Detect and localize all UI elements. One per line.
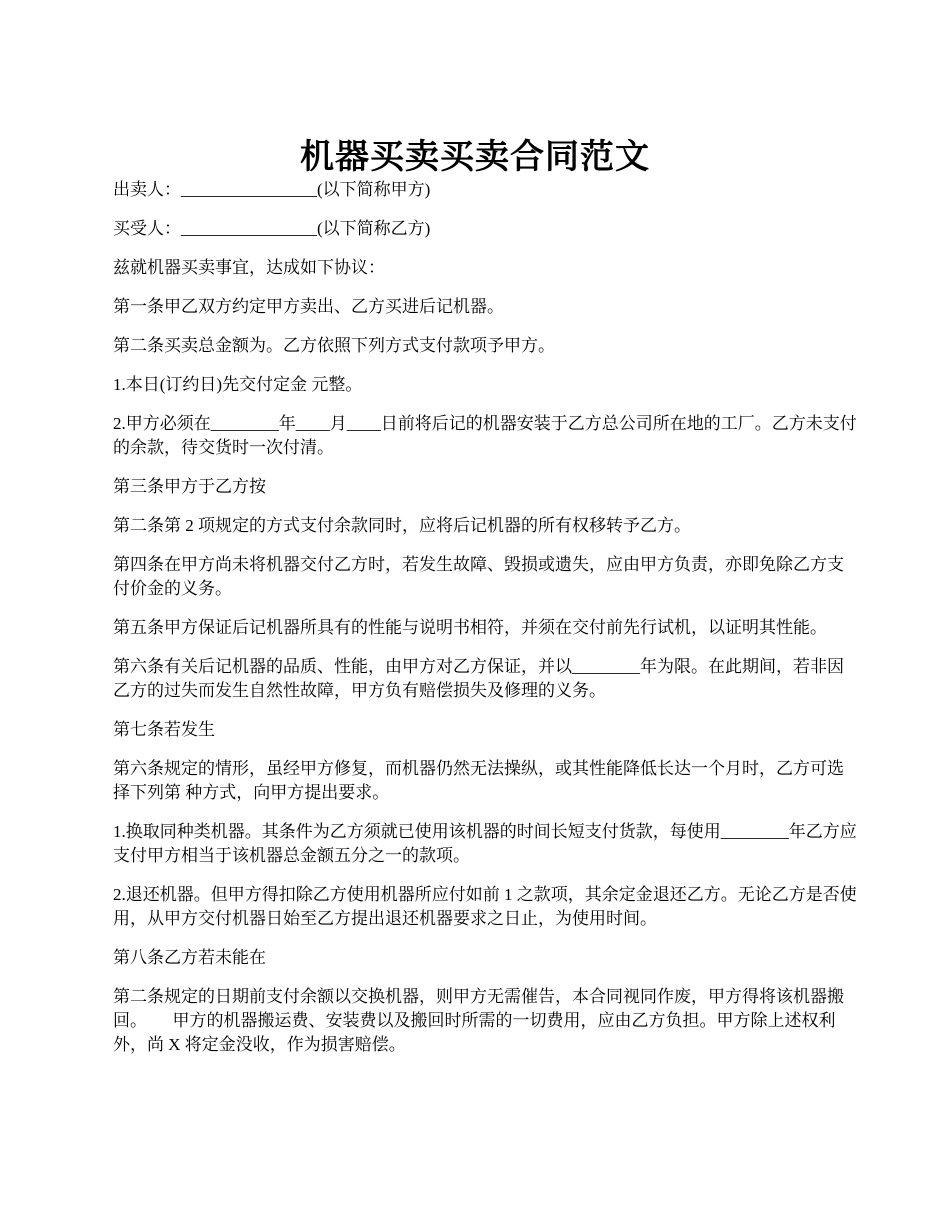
agreement-intro: 兹就机器买卖事宜，达成如下协议：	[113, 258, 385, 277]
article-2-item-1: 1.本日(订约日)先交付定金 元整。	[113, 375, 363, 394]
seller-line: 出卖人：________________(以下简称甲方)	[113, 180, 431, 199]
article-8: 第八条乙方若未能在	[113, 948, 266, 967]
article-5: 第五条甲方保证后记机器所具有的性能与说明书相符，并须在交付前先行试机，以证明其性能。	[113, 618, 827, 637]
article-7-item-1: 1.换取同种类机器。其条件为乙方须就已使用该机器的时间长短支付货款，每使用________年乙方应支付甲方相当于该机器总金额五分之一的款项。	[113, 822, 857, 865]
document-title: 机器买卖买卖合同范文	[300, 138, 650, 176]
article-3-continued: 第二条第 2 项规定的方式支付余款同时，应将后记机器的所有权移转予乙方。	[113, 516, 691, 535]
article-1: 第一条甲乙双方约定甲方卖出、乙方买进后记机器。	[113, 297, 504, 316]
article-7-item-2: 2.退还机器。但甲方得扣除乙方使用机器所应付如前 1 之款项，其余定金退还乙方。无论乙方是否使用，从甲方交付机器日始至乙方提出退还机器要求之日止，为使用时间。	[113, 885, 857, 928]
article-3: 第三条甲方于乙方按	[113, 477, 266, 496]
article-7: 第七条若发生	[113, 720, 215, 739]
buyer-line: 买受人：________________(以下简称乙方)	[113, 219, 431, 238]
article-4: 第四条在甲方尚未将机器交付乙方时，若发生故障、毁损或遗失，应由甲方负责，亦即免除乙方支付价金的义务。	[113, 555, 844, 598]
article-2-item-2: 2.甲方必须在________年____月____日前将后记的机器安装于乙方总公司所在地的工厂。乙方未支付的余款，待交货时一次付清。	[113, 414, 857, 457]
article-6: 第六条有关后记机器的品质、性能，由甲方对乙方保证，并以________年为限。在此期间，若非因乙方的过失而发生自然性故障，甲方负有赔偿损失及修理的义务。	[113, 657, 844, 700]
article-2: 第二条买卖总金额为。乙方依照下列方式支付款项予甲方。	[113, 336, 555, 355]
document-body	[113, 178, 858, 1072]
article-8-continued: 第二条规定的日期前支付余额以交换机器，则甲方无需催告，本合同视同作废，甲方得将该机器搬回。 甲方的机器搬运费、安装费以及搬回时所需的一切费用，应由乙方负担。甲方除上述权利外，尚 X 将定金没收，作为损害赔偿。	[113, 987, 844, 1054]
article-7-continued: 第六条规定的情形，虽经甲方修复，而机器仍然无法操纵，或其性能降低长达一个月时，乙方可选择下列第 种方式，向甲方提出要求。	[113, 759, 844, 802]
